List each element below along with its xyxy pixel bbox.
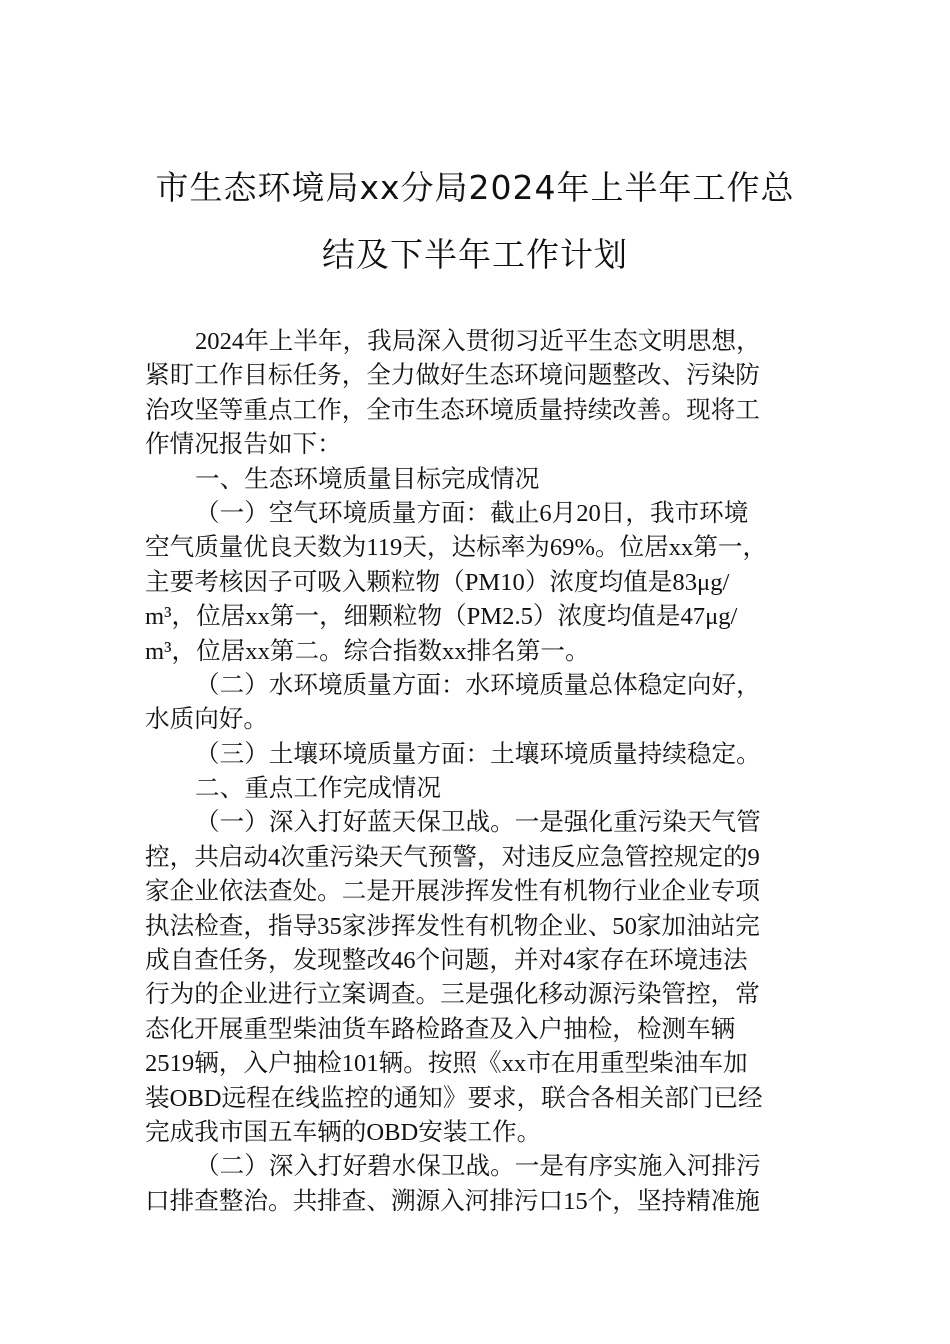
section-heading: 二、重点工作完成情况: [195, 775, 441, 803]
paragraph-line: 行为的企业进行立案调查。三是强化移动源污染管控，常: [145, 981, 760, 1009]
paragraph-line: 完成我市国五车辆的OBD安装工作。: [145, 1118, 542, 1146]
paragraph-line: （一）空气环境质量方面：截止6月20日，我市环境: [195, 499, 749, 527]
paragraph-line: 2024年上半年，我局深入贯彻习近平生态文明思想，: [195, 328, 761, 355]
paragraph-line: （二）深入打好碧水保卫战。一是有序实施入河排污: [195, 1153, 761, 1181]
paragraph-line: 执法检查，指导35家涉挥发性有机物企业、50家加油站完: [145, 912, 760, 940]
paragraph-line: （二）水环境质量方面：水环境质量总体稳定向好，: [195, 671, 761, 699]
paragraph-line: （一）深入打好蓝天保卫战。一是强化重污染天气管: [195, 809, 761, 837]
paragraph-line: 控，共启动4次重污染天气预警，对违反应急管控规定的9: [145, 843, 760, 871]
paragraph-line: 装OBD远程在线监控的通知》要求，联合各相关部门已经: [145, 1084, 763, 1112]
document-body: [145, 325, 835, 1219]
paragraph-line: 2519辆，入户抽检101辆。按照《xx市在用重型柴油车加: [145, 1050, 748, 1078]
paragraph-line: 作情况报告如下：: [145, 431, 342, 459]
document-title-line-2: 结及下半年工作计划: [322, 235, 628, 274]
paragraph-line: 态化开展重型柴油货车路检路查及入户抽检，检测车辆: [145, 1015, 736, 1043]
paragraph-line: 水质向好。: [145, 706, 268, 734]
paragraph-line: （三）土壤环境质量方面：土壤环境质量持续稳定。: [195, 740, 761, 768]
paragraph-line: 口排查整治。共排查、溯源入河排污口15个，坚持精准施: [145, 1187, 760, 1215]
paragraph-line: 主要考核因子可吸入颗粒物（PM10）浓度均值是83μg/: [145, 568, 730, 596]
paragraph-line: 成自查任务，发现整改46个问题，并对4家存在环境违法: [145, 947, 748, 975]
paragraph-line: m³，位居xx第一，细颗粒物（PM2.5）浓度均值是47μg/: [145, 603, 738, 631]
paragraph-line: 空气质量优良天数为119天，达标率为69%。位居xx第一，: [145, 534, 768, 562]
paragraph-line: m³，位居xx第二。综合指数xx排名第一。: [145, 637, 590, 665]
paragraph-line: 紧盯工作目标任务，全力做好生态环境问题整改、污染防: [145, 362, 760, 390]
paragraph-line: 治攻坚等重点工作，全市生态环境质量持续改善。现将工: [145, 396, 760, 424]
section-heading: 一、生态环境质量目标完成情况: [195, 465, 540, 493]
document-title-line-1: 市生态环境局xx分局2024年上半年工作总: [155, 168, 795, 207]
paragraph-line: 家企业依法查处。二是开展涉挥发性有机物行业企业专项: [145, 878, 760, 906]
